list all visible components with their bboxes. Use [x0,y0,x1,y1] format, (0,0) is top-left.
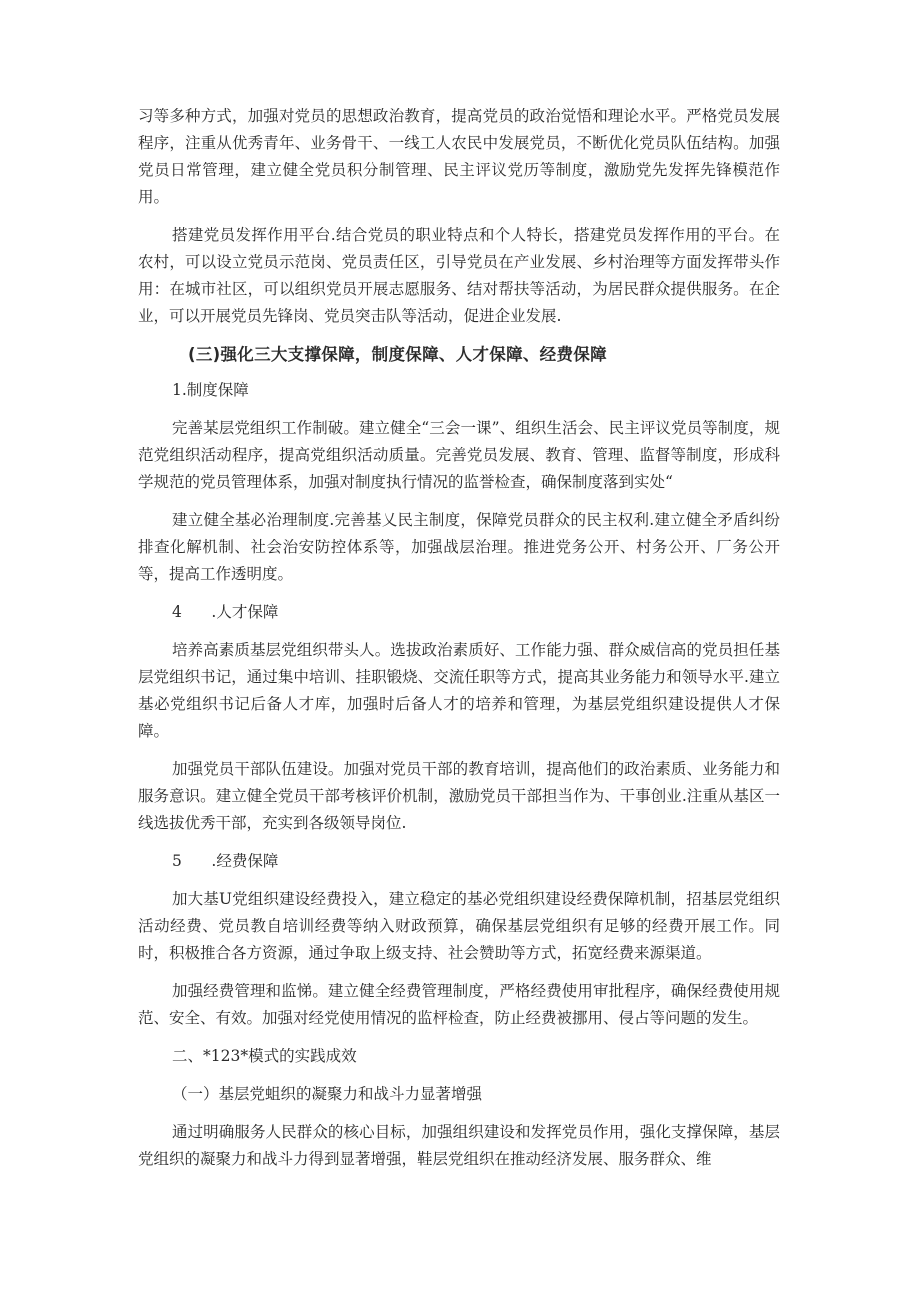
document-body [138,103,780,1184]
section-heading-three-supports: (三)强化三大支撑保障，制度保障、人才保障、经费保障 [188,345,607,364]
paragraph-work-system: 完善某层党组织工作制破。建立健全“三会一课”、组织生活会、民主评议党员等制度，规范党组织活动程序，提高党组织活动质量。完善党员发展、教育、管理、监督等制度，形成科学规范的党员管理体系，加强对制度执行情况的监誉检查，确保制度落到实处“ [138,419,780,491]
paragraph-governance-system: 建立健全基必治理制度.完善基乂民主制度，保障党员群众的民主权利.建立健全矛盾纠纷排查化解机制、社会治安防控体系等，加强战层治理。推进党务公开、村务公开、厂务公开等，提高工作透明度。 [138,511,780,583]
subheading-cohesion-enhanced: （一）基层党蛆织的凝聚力和战斗力显著增强 [172,1085,483,1103]
paragraph-cadre-team: 加强党员干部队伍建设。加强对党员干部的教育培训，提高他们的政治素质、业务能力和服务意识。建立健全党员干部考核评价机制，激励党员干部担当作为、干事创业.注重从基区一线选拔优秀干部，充实到各级领导岗位. [138,760,780,832]
paragraph-party-education-continued: 习等多种方式，加强对党员的思想政治教育，提高党员的政治觉悟和理论水平。严格党员发展程序，注重从优秀青年、业务骨干、一线工人农民中发展党员，不断优化党员队伍结构。加强党员日常管理，建立健全党员积分制管理、民主评议党历等制度，激励党先发挥先锋模范作用。 [138,107,780,206]
subheading-institutional-guarantee: 1.制度保障 [172,381,249,399]
paragraph-leader-training: 培养高素质基层党组织带头人。选拔政治素质好、工作能力强、群众威信高的党员担任基层党组织书记，通过集中培训、挂职锻烧、交流任职等方式，提高其业务能力和领导水平.建立基必党组织书记后备人才库，加强时后备人才的培养和管理，为基层党组织建设提供人才保障。 [138,641,780,740]
paragraph-funding-investment: 加大基U党组织建设经费投入，建立稳定的基必党组织建设经费保障机制，招基层党组织活动经费、党员教自培训经费等纳入财政预算，确保基层党组织有足够的经费开展工作。同时，积极推合各方资源，通过争取上级支持、社会赞助等方式，拓宽经费来源渠道。 [138,890,780,962]
section-heading-practice-results: 二、*123*模式的实践成效 [172,1047,357,1065]
paragraph-member-platform: 搭建党员发挥作用平台.结合党员的职业特点和个人特长，搭建党员发挥作用的平台。在农村，可以设立党员示范岗、党员责任区，引导党员在产业发展、乡村治理等方面发挥带头作用：在城市社区，可以组织党员开展志愿服务、结对帮扶等活动，为居民群众提供服务。在企业，可以开展党员先锋岗、党员突击队等活动，促进企业发展. [138,226,780,325]
subheading-funding-guarantee: 5 .经费保障 [172,852,279,870]
subheading-talent-guarantee: 4 .人才保障 [172,603,279,621]
paragraph-funding-supervision: 加强经费管理和监悌。建立健全经费管理制度，严格经费使用审批程序，确保经费使用规范、安全、有效。加强对经党使用情况的监枰检查，防止经费被挪用、侵占等问题的发生。 [138,982,780,1027]
paragraph-cohesion-results: 通过明确服务人民群众的核心目标，加强组织建设和发挥党员作用，强化支撑保障，基层党组织的凝聚力和战斗力得到显著增强，鞋层党组织在推动经济发展、服务群众、维 [138,1123,780,1168]
